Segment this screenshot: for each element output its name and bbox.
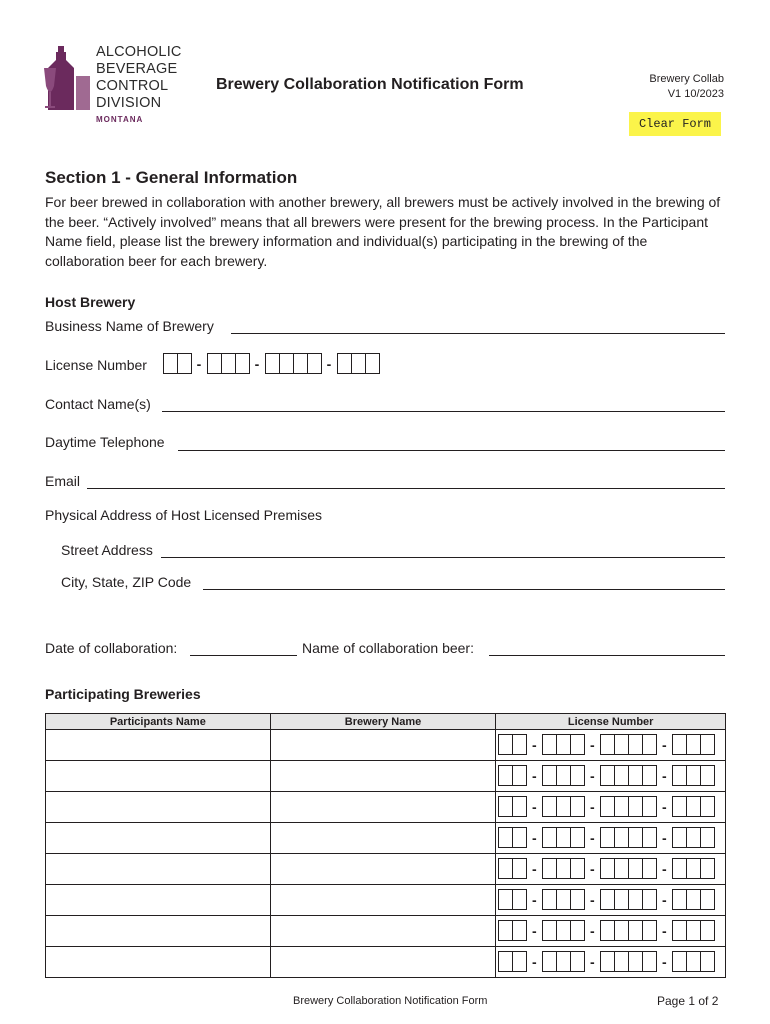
table-row [46,947,726,978]
license-boxes[interactable]: - - - [498,734,714,755]
clear-form-button[interactable]: Clear Form [629,112,721,136]
license-boxes[interactable]: - - - [498,827,714,848]
col-participants-name: Participants Name [46,714,271,730]
beer-name-label: Name of collaboration beer: [302,640,474,656]
brewery-name-cell[interactable] [270,885,496,916]
contact-name-field[interactable] [162,411,725,412]
table-row [46,854,726,885]
host-license-input[interactable]: - - - [163,353,379,374]
city-state-zip-field[interactable] [203,589,725,590]
participant-name-cell[interactable] [46,854,271,885]
participating-heading: Participating Breweries [45,686,201,702]
license-number-label: License Number [45,357,147,373]
table-row [46,730,726,761]
city-state-zip-label: City, State, ZIP Code [61,574,192,590]
col-brewery-name: Brewery Name [270,714,496,730]
phone-label: Daytime Telephone [45,434,165,450]
table-row [46,792,726,823]
license-boxes[interactable]: - - - [498,858,714,879]
date-field[interactable] [190,655,297,656]
license-number-cell[interactable] [496,761,726,792]
participants-table-body [46,730,726,978]
street-address-field[interactable] [161,557,725,558]
brewery-name-cell[interactable] [270,916,496,947]
beer-name-field[interactable] [489,655,725,656]
col-license-number: License Number [496,714,726,730]
abc-division-logo [44,44,204,124]
license-number-cell[interactable] [496,730,726,761]
street-address-label: Street Address [61,542,153,558]
logo-line-3: CONTROL [96,78,169,94]
participant-name-cell[interactable] [46,947,271,978]
form-title: Brewery Collaboration Notification Form [216,76,524,93]
license-boxes[interactable]: - - - [498,765,714,786]
logo-line-1: ALCOHOLIC [96,44,182,60]
version-info [649,72,724,102]
brewery-name-cell[interactable] [270,947,496,978]
business-name-label: Business Name of Brewery [45,318,214,334]
license-boxes[interactable]: - - - [498,889,714,910]
license-number-cell[interactable] [496,854,726,885]
participant-name-cell[interactable] [46,823,271,854]
footer-page-number: Page 1 of 2 [657,994,719,1008]
brewery-name-cell[interactable] [270,792,496,823]
phone-field[interactable] [178,450,725,451]
participant-name-cell[interactable] [46,792,271,823]
table-row [46,823,726,854]
brewery-name-cell[interactable] [270,854,496,885]
logo-line-2: BEVERAGE [96,61,178,77]
email-label: Email [45,473,81,489]
license-number-cell[interactable] [496,792,726,823]
version-line-1: Brewery Collab [649,73,724,85]
logo-sub: MONTANA [96,115,144,124]
section-title: Section 1 - General Information [45,168,298,187]
address-label: Physical Address of Host Licensed Premises [45,507,323,523]
participant-name-cell[interactable] [46,916,271,947]
license-number-cell[interactable] [496,885,726,916]
date-label: Date of collaboration: [45,640,178,656]
license-boxes[interactable]: - - - [498,951,714,972]
participant-name-cell[interactable] [46,730,271,761]
license-number-cell[interactable] [496,823,726,854]
business-name-field[interactable] [231,333,725,334]
brewery-name-cell[interactable] [270,730,496,761]
license-number-cell[interactable] [496,947,726,978]
intro-paragraph: For beer brewed in collaboration with another brewery, all brewers must be actively involved in the brewing of the beer. “Actively involved” means that all brewers were present for the brewing process. In the Participant Name field, please list the brewery information and individual(s) participating in the brewing of the collaboration beer for each brewery. [45,194,721,269]
footer-form-name: Brewery Collaboration Notification Form [293,995,488,1007]
version-line-2: V1 10/2023 [667,88,724,100]
participants-table [45,713,726,978]
table-row [46,761,726,792]
participant-name-cell[interactable] [46,885,271,916]
participant-name-cell[interactable] [46,761,271,792]
license-number-cell[interactable] [496,916,726,947]
table-row [46,916,726,947]
email-field[interactable] [87,488,725,489]
host-brewery-heading: Host Brewery [45,294,136,310]
brewery-name-cell[interactable] [270,761,496,792]
table-row [46,885,726,916]
logo-line-4: DIVISION [96,95,162,111]
license-boxes[interactable]: - - - [498,796,714,817]
license-boxes[interactable]: - - - [498,920,714,941]
contact-name-label: Contact Name(s) [45,396,151,412]
bottle-glass-icon [44,46,92,112]
brewery-name-cell[interactable] [270,823,496,854]
